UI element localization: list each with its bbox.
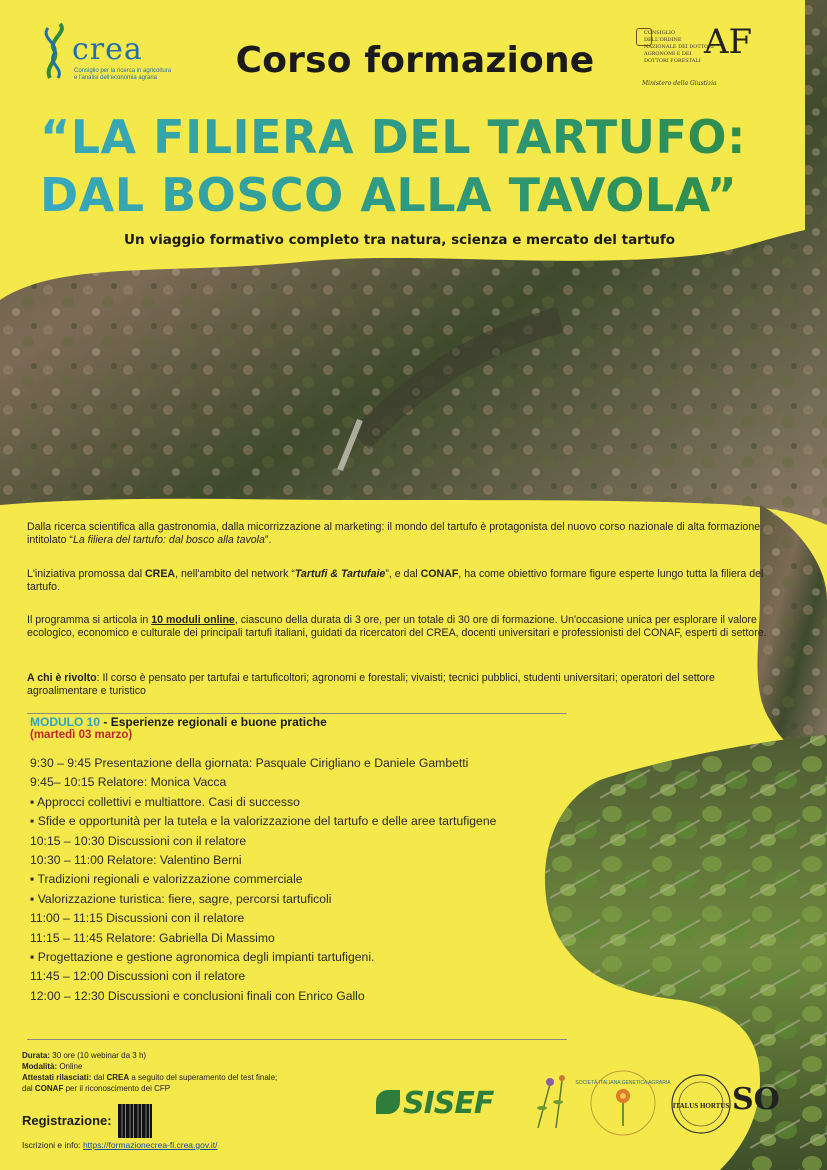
schedule-item: ▪ Tradizioni regionali e valorizzazione commerciale <box>30 872 303 887</box>
schedule-item: 11:00 – 11:15 Discussioni con il relatore <box>30 911 245 926</box>
audience-paragraph: A chi è rivolto: Il corso è pensato per tartufai e tartuficoltori; agronomi e forestali; vivaisti; tecnici pubblici, studenti universitari; operatori del settore agroalimentare e turistico <box>27 672 715 697</box>
registration-label: Registrazione: <box>22 1113 112 1128</box>
crea-logo-word: crea <box>72 32 143 67</box>
schedule-item: 9:45– 10:15 Relatore: Monica Vacca <box>30 775 227 790</box>
title-line-2: DAL BOSCO ALLA TAVOLA” <box>40 168 738 222</box>
schedule-list <box>30 754 530 1006</box>
conaf-logo-mark: AF <box>704 22 753 62</box>
italus-hortus-logo <box>670 1068 732 1140</box>
page-title <box>40 108 820 224</box>
schedule-item: 12:00 – 12:30 Discussioni e conclusioni finali con Enrico Gallo <box>30 988 365 1003</box>
schedule-item: ▪ Approcci collettivi e multiattore. Casi di successo <box>30 794 300 809</box>
crea-logo <box>38 22 172 92</box>
schedule-item: 11:15 – 11:45 Relatore: Gabriella Di Massimo <box>30 930 275 945</box>
schedule-item: 9:30 – 9:45 Presentazione della giornata: Pasquale Cirigliano e Daniele Gambetti <box>30 756 469 770</box>
dna-leaf-icon <box>38 22 70 80</box>
schedule-item: ▪ Valorizzazione turistica: fiere, sagre, percorsi tartuficoli <box>30 891 332 906</box>
schedule-item: 10:30 – 11:00 Relatore: Valentino Berni <box>30 853 242 868</box>
module-name: Esperienze regionali e buone pratiche <box>110 715 327 729</box>
botanical-illustration-logo <box>528 1072 572 1130</box>
intro-paragraph-2: L'iniziativa promossa dal CREA, nell'ambito del network “Tartufi & Tartufaie”, e dal CONAF, ha come obiettivo formare figure esperte lungo tutta la filiera del tartufo. <box>27 568 764 593</box>
page-subtitle: Un viaggio formativo completo tra natura, scienza e mercato del tartufo <box>124 232 676 248</box>
conaf-logo-text: CONSIGLIO DELL'ORDINE NAZIONALE DEI DOTTORI AGRONOMI E DEI DOTTORI FORESTALI <box>644 30 715 64</box>
duration-line: Durata: 30 ore (10 webinar da 3 h) <box>22 1051 147 1060</box>
leaf-icon <box>376 1090 400 1114</box>
sisef-logo-word: SISEF <box>403 1086 494 1121</box>
divider <box>27 713 567 714</box>
genetica-agraria-logo <box>575 1068 671 1138</box>
schedule-item: 11:45 – 12:00 Discussioni con il relatore <box>30 969 246 984</box>
registration-qr-code[interactable] <box>118 1104 152 1138</box>
certificates-line-2: dal CONAF per il riconoscimento dei CFP <box>22 1084 171 1093</box>
conaf-logo <box>636 22 756 102</box>
signup-info: Iscrizioni e info: https://formazionecrea-fl.crea.gov.it/ <box>22 1140 218 1150</box>
so-logo: SO <box>732 1082 780 1117</box>
certificates-line: Attestati rilasciati: dal CREA a seguito del superamento del test finale; <box>22 1073 278 1082</box>
moduli-online-highlight: 10 moduli online <box>151 614 235 626</box>
sisef-logo <box>376 1084 526 1124</box>
schedule-item: ▪ Progettazione e gestione agronomica degli impianti tartufigeni. <box>30 950 375 965</box>
module-tag: MODULO 10 <box>30 715 101 729</box>
schedule-item: 10:15 – 10:30 Discussioni con il relatore <box>30 833 247 848</box>
intro-paragraph-1: Dalla ricerca scientifica alla gastronomia, dalla micorrizzazione al marketing: il mondo del tartufo è protagonista del nuovo corso nazionale di alta formazione intitolato “La filiera del tartufo: dal bosco alla tavola”. <box>27 521 761 546</box>
mode-line: Modalità: Online <box>22 1062 83 1071</box>
genetica-text: SOCIETÀ ITALIANA GENETICA AGRARIA <box>575 1080 671 1086</box>
course-label: Corso formazione <box>235 40 595 81</box>
title-line-1: “LA FILIERA DEL TARTUFO: <box>40 110 746 164</box>
module-date: (martedì 03 marzo) <box>30 729 133 741</box>
crea-logo-subtitle: Consiglio per la ricerca in agricoltura e l'analisi dell'economia agraria <box>74 68 172 81</box>
italus-text: ITALUS HORTUS <box>672 1102 730 1110</box>
divider <box>27 1039 567 1040</box>
schedule-item: ▪ Sfide e opportunità per la tutela e la valorizzazione del tartufo e delle aree tartufigene <box>30 814 497 829</box>
module-heading: MODULO 10 - Esperienze regionali e buone pratiche <box>30 715 327 729</box>
signup-link[interactable]: https://formazionecrea-fl.crea.gov.it/ <box>82 1140 218 1150</box>
conaf-ministry: Ministero della Giustizia <box>642 80 717 87</box>
intro-paragraph-3: Il programma si articola in 10 moduli online, ciascuno della durata di 3 ore, per un totale di 30 ore di formazione. Un'occasione unica per esplorare il valore ecologico, economico e culturale dei principali tartufi italiani, guidati da ricercatori del CREA, docenti universitari e professionisti del CONAF, esperti di settore. <box>27 614 767 639</box>
